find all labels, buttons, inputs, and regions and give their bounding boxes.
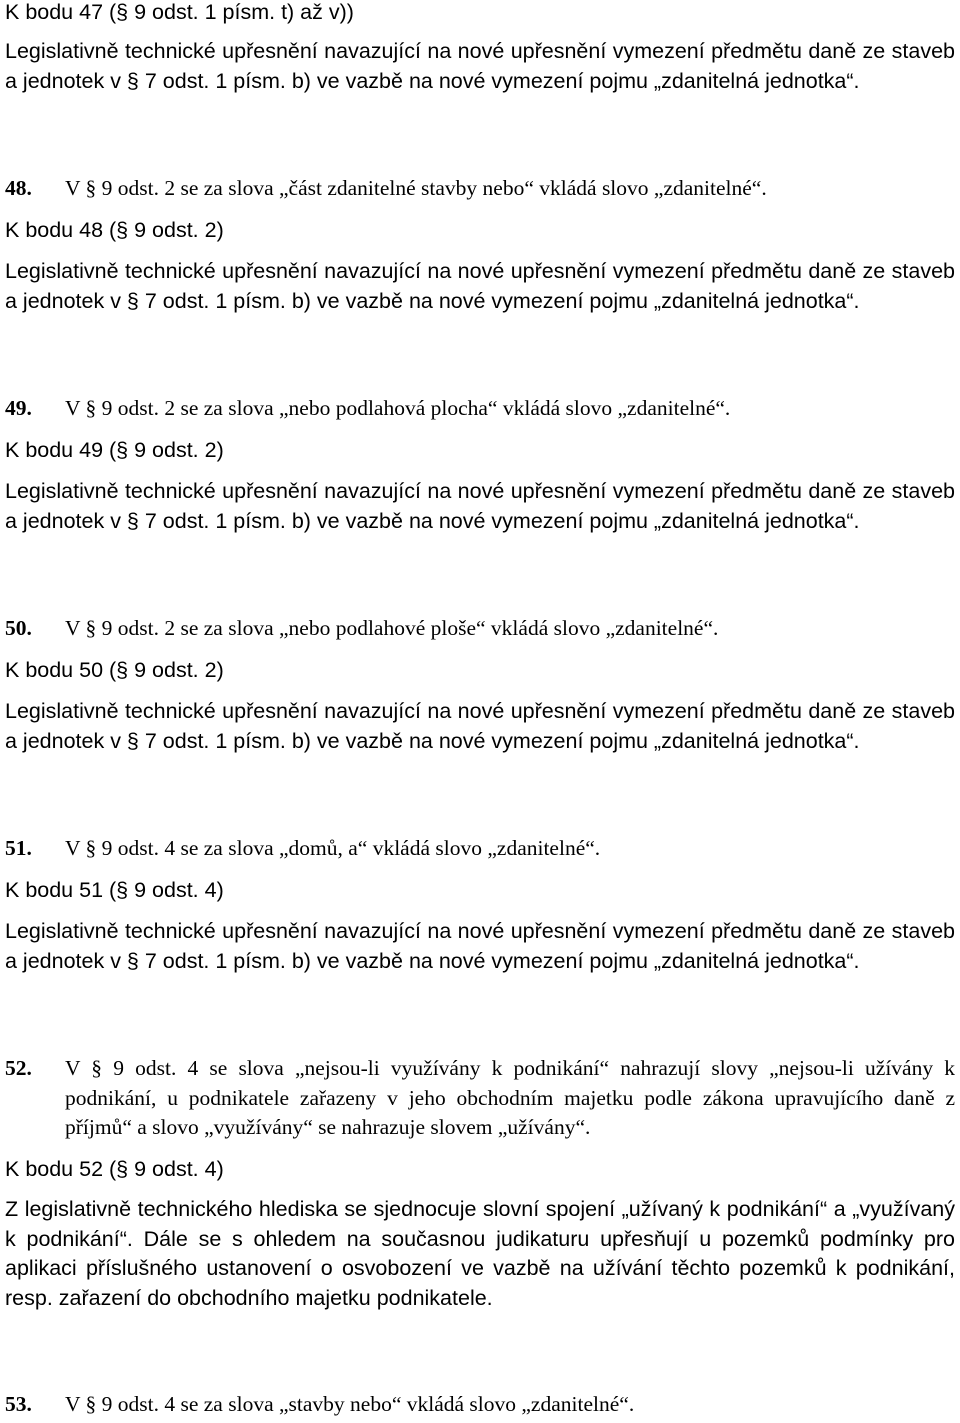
heading-bodu-48: K bodu 48 (§ 9 odst. 2) bbox=[5, 218, 224, 242]
heading-bodu-51: K bodu 51 (§ 9 odst. 4) bbox=[5, 878, 224, 902]
heading-bodu-49: K bodu 49 (§ 9 odst. 2) bbox=[5, 438, 224, 462]
explanation-bodu-49: Legislativně technické upřesnění navazující na nové upřesnění vymezení předmětu daně ze staveb a jednotek v § 7 odst. 1 písm. b) ve vazbě na nové vymezení pojmu „zdanitelná jednotka“. bbox=[5, 479, 955, 533]
heading-bodu-50: K bodu 50 (§ 9 odst. 2) bbox=[5, 658, 224, 682]
item-text: V § 9 odst. 4 se za slova „stavby nebo“ vkládá slovo „zdanitelné“. bbox=[65, 1392, 635, 1416]
item-number: 52. bbox=[5, 1056, 32, 1080]
item-text: V § 9 odst. 4 se slova „nejsou-li využívány k podnikání“ nahrazují slovy „nejsou-li užívány k podnikání, u podnikatele zařazeny v jeho obchodním majetku podle zákona upravujícího daně z příjmů“ a slovo „využívány“ se nahrazuje slovem „užívány“. bbox=[65, 1056, 955, 1139]
explanation-bodu-47: Legislativně technické upřesnění navazující na nové upřesnění vymezení předmětu daně ze staveb a jednotek v § 7 odst. 1 písm. b) ve vazbě na nové vymezení pojmu „zdanitelná jednotka“. bbox=[5, 39, 955, 93]
item-number: 48. bbox=[5, 176, 32, 200]
explanation-bodu-48: Legislativně technické upřesnění navazující na nové upřesnění vymezení předmětu daně ze staveb a jednotek v § 7 odst. 1 písm. b) ve vazbě na nové vymezení pojmu „zdanitelná jednotka“. bbox=[5, 259, 955, 313]
item-text: V § 9 odst. 2 se za slova „nebo podlahová plocha“ vkládá slovo „zdanitelné“. bbox=[65, 396, 731, 420]
item-number: 51. bbox=[5, 836, 32, 860]
item-text: V § 9 odst. 2 se za slova „nebo podlahové ploše“ vkládá slovo „zdanitelné“. bbox=[65, 616, 719, 640]
heading-bodu-52: K bodu 52 (§ 9 odst. 4) bbox=[5, 1157, 224, 1181]
explanation-bodu-50: Legislativně technické upřesnění navazující na nové upřesnění vymezení předmětu daně ze staveb a jednotek v § 7 odst. 1 písm. b) ve vazbě na nové vymezení pojmu „zdanitelná jednotka“. bbox=[5, 699, 955, 753]
item-number: 50. bbox=[5, 616, 32, 640]
heading-bodu-47: K bodu 47 (§ 9 odst. 1 písm. t) až v)) bbox=[5, 0, 354, 24]
explanation-bodu-52: Z legislativně technického hlediska se sjednocuje slovní spojení „užívaný k podnikání“ a „využívaný k podnikání“. Dále se s ohledem na současnou judikaturu upřesňují u pozemků podmínky pro aplikaci příslušného ustanovení o osvobození ve vazbě na užívání těchto pozemků k podnikání, resp. zařazení do obchodního majetku podnikatele. bbox=[5, 1197, 955, 1310]
item-52 bbox=[5, 1054, 955, 1144]
item-number: 53. bbox=[5, 1392, 32, 1416]
item-text: V § 9 odst. 2 se za slova „část zdanitelné stavby nebo“ vkládá slovo „zdanitelné“. bbox=[65, 176, 767, 200]
explanation-bodu-51: Legislativně technické upřesnění navazující na nové upřesnění vymezení předmětu daně ze staveb a jednotek v § 7 odst. 1 písm. b) ve vazbě na nové vymezení pojmu „zdanitelná jednotka“. bbox=[5, 919, 955, 973]
item-number: 49. bbox=[5, 396, 32, 420]
item-text: V § 9 odst. 4 se za slova „domů, a“ vkládá slovo „zdanitelné“. bbox=[65, 836, 601, 860]
